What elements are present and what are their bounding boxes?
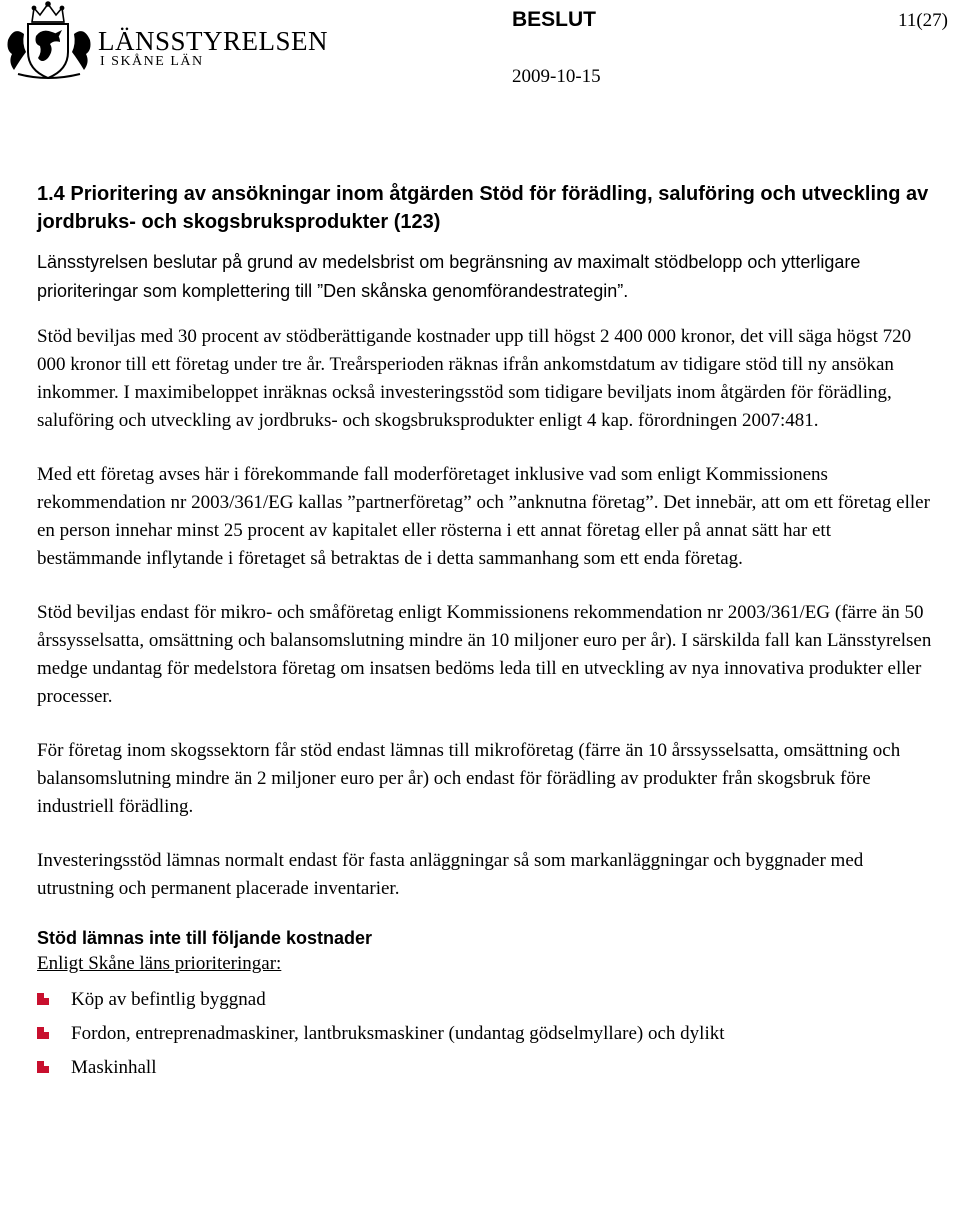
- document-date: 2009-10-15: [512, 66, 601, 87]
- list-item: [37, 983, 937, 1017]
- square-bullet-icon: [37, 1061, 49, 1073]
- section-heading: 1.4 Prioritering av ansökningar inom åtgärden Stöd för förädling, saluföring och utveckling av jordbruks- och skogsbruksprodukter (123): [37, 183, 929, 233]
- paragraph-max-support: Stöd beviljas med 30 procent av stödberättigande kostnader upp till högst 2 400 000 kronor, det vill säga högst 720 000 kronor till ett företag under tre år. Treårsperioden räknas ifrån ankomstdatum av tidigare stöd till ny ansökan inkommer. I maximibeloppet inräknas också investeringsstöd som tidigare beviljats inom åtgärden för förädling, saluföring och utveckling av jordbruks- och skogsbruksprodukter enligt 4 kap. förordningen 2007:481.: [37, 326, 912, 431]
- list-item: [37, 1017, 937, 1051]
- excluded-costs-heading: Stöd lämnas inte till följande kostnader: [37, 928, 373, 948]
- list-item: [37, 1051, 937, 1085]
- paragraph-company-size: Stöd beviljas endast för mikro- och småföretag enligt Kommissionens rekommendation nr 2003/361/EG (färre än 50 årssysselsatta, omsättning och balansomslutning mindre än 10 miljoner euro per år). I särskilda fall kan Länsstyrelsen medge undantag för medelstora företag om insatsen bedöms leda till en utveckling av nya innovativa produkter eller processer.: [37, 602, 932, 707]
- org-subtitle: I SKÅNE LÄN: [100, 54, 204, 69]
- paragraph-forestry: För företag inom skogssektorn får stöd endast lämnas till mikroföretag (färre än 10 årssysselsatta, omsättning och balansomslutning mindre än 2 miljoner euro per år) och endast för förädling av produkter från skogsbruk före industriell förädling.: [37, 740, 901, 817]
- org-name: LÄNSSTYRELSEN: [98, 26, 329, 56]
- square-bullet-icon: [37, 993, 49, 1005]
- square-bullet-icon: [37, 1027, 49, 1039]
- document-body: [37, 180, 937, 1085]
- paragraph-company-definition: Med ett företag avses här i förekommande fall moderföretaget inklusive vad som enligt Kommissionens rekommendation nr 2003/361/EG kallas ”partnerföretag” och ”anknutna företag”. Det innebär, att om ett företag eller en person innehar minst 25 procent av kapitalet eller rösterna i ett annat företag eller på annat sätt har ett bestämmande inflytande i företaget så betraktas de i detta sammanhang som ett enda företag.: [37, 464, 930, 569]
- excluded-costs-list: [37, 983, 937, 1085]
- list-item-text: Köp av befintlig byggnad: [71, 989, 266, 1010]
- coat-of-arms-icon: [4, 0, 94, 82]
- document-type: BESLUT: [512, 8, 596, 31]
- intro-paragraph: Länsstyrelsen beslutar på grund av medelsbrist om begränsning av maximalt stödbelopp och ytterligare prioriteringar som komplettering till ”Den skånska genomförandestrategin”.: [37, 252, 861, 301]
- page-number: 11(27): [898, 10, 948, 31]
- lansstyrelsen-logo: [4, 0, 344, 82]
- paragraph-investment: Investeringsstöd lämnas normalt endast för fasta anläggningar så som markanläggningar och byggnader med utrustning och permanent placerade inventarier.: [37, 850, 864, 899]
- list-item-text: Fordon, entreprenadmaskiner, lantbruksmaskiner (undantag gödselmyllare) och dylikt: [71, 1023, 725, 1044]
- priority-label: Enligt Skåne läns prioriteringar:: [37, 953, 282, 974]
- page-header: [0, 0, 960, 90]
- list-item-text: Maskinhall: [71, 1057, 157, 1078]
